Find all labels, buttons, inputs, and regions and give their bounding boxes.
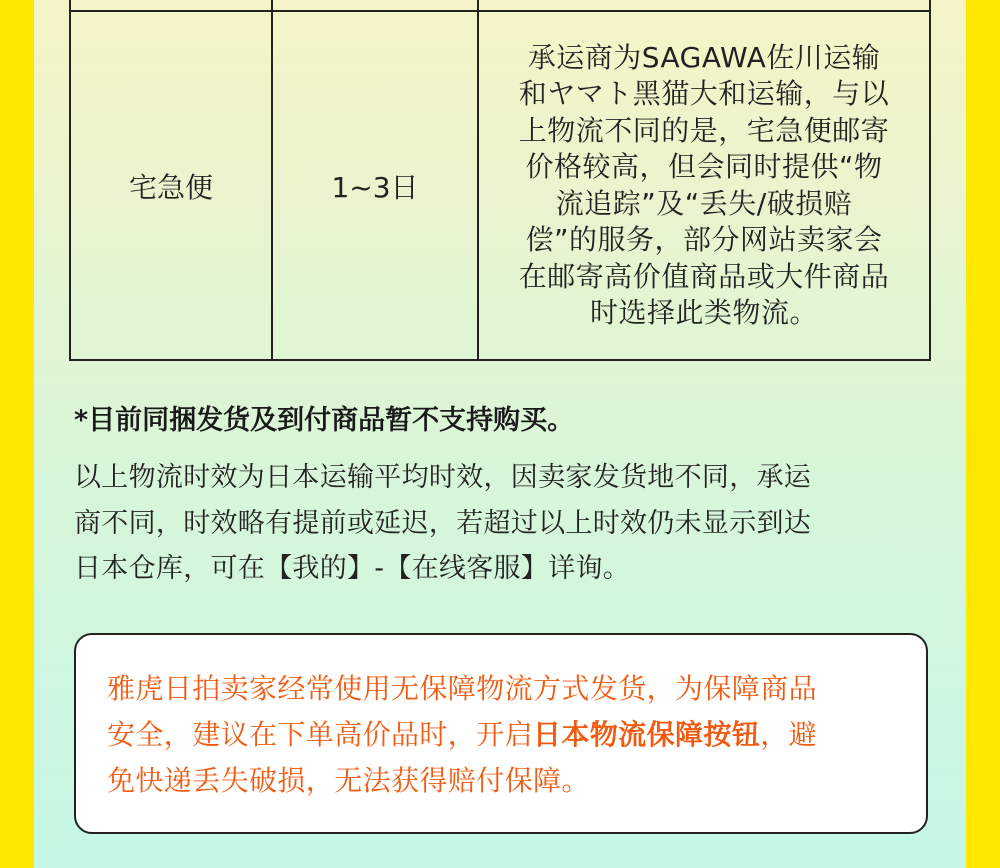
description-line: 偿”的服务，部分网站卖家会 <box>525 223 883 256</box>
warning-line <box>107 712 897 758</box>
warning-line: 雅虎日拍卖家经常使用无保障物流方式发货，为保障商品 <box>107 672 818 705</box>
description-line: 承运商为SAGAWA佐川运输 <box>527 40 881 74</box>
warning-text-segment: ，避 <box>760 718 818 751</box>
time-label: 1~3日 <box>331 170 419 204</box>
logistics-protection-highlight: 日本物流保障按钮 <box>533 718 761 751</box>
description-line: 和ヤマト黑猫大和运输，与以 <box>518 77 890 110</box>
method-label: 宅急便 <box>128 170 213 204</box>
warning-box <box>74 633 928 834</box>
timing-note-line: 商不同，时效略有提前或延迟，若超过以上时效仍未显示到达 <box>74 507 812 539</box>
time-cell <box>273 12 477 359</box>
unsupported-note: *目前同捆发货及到付商品暂不支持购买。 <box>74 405 575 436</box>
description-line: 上物流不同的是，宅急便邮寄 <box>518 113 890 147</box>
description-line: 流追踪”及“丢失/破损赔 <box>555 186 853 220</box>
description-line: 在邮寄高价值商品或大件商品 <box>518 259 890 293</box>
description-text <box>519 40 890 332</box>
warning-text-segment: 安全，建议在下单高价品时，开启 <box>107 718 534 751</box>
warning-line: 免快递丢失破损，无法获得赔付保障。 <box>107 764 590 797</box>
description-cell <box>479 12 929 359</box>
method-cell <box>71 12 271 359</box>
shipping-table <box>69 0 931 361</box>
warning-text <box>107 666 897 804</box>
table-header-row-remnant <box>71 0 929 12</box>
description-line: 时选择此类物流。 <box>589 296 818 329</box>
timing-note-line: 日本仓库，可在【我的】-【在线客服】详询。 <box>74 553 631 584</box>
timing-note-line: 以上物流时效为日本运输平均时效，因卖家发货地不同，承运 <box>74 462 812 493</box>
description-line: 价格较高，但会同时提供“物 <box>525 150 883 183</box>
timing-note <box>74 455 914 592</box>
